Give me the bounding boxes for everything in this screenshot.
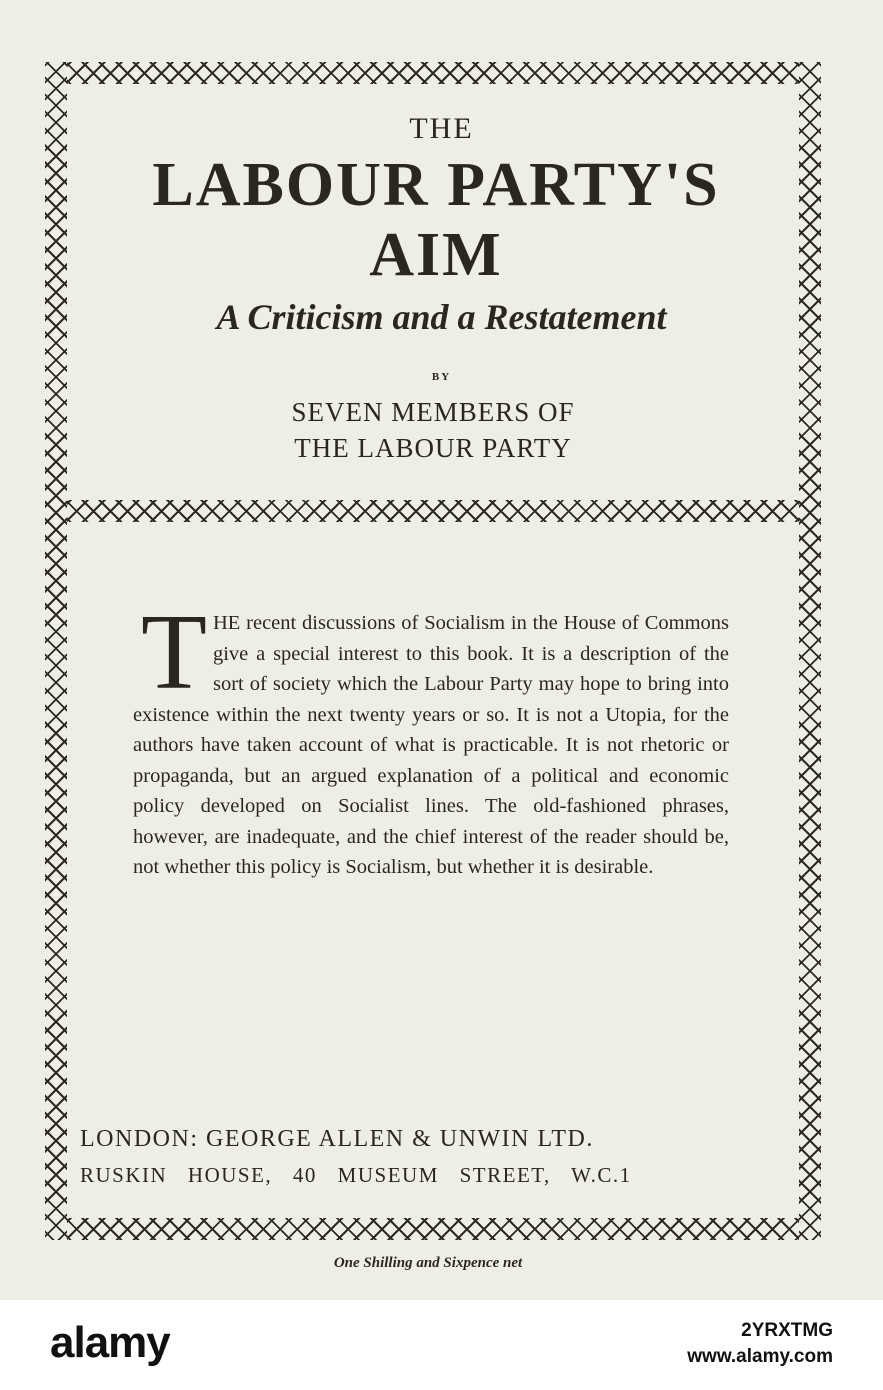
watermark-url: www.alamy.com <box>687 1346 833 1367</box>
left-border-ornament <box>45 62 67 1240</box>
book-subtitle: A Criticism and a Restatement <box>216 297 667 337</box>
book-title-line2: AIM <box>369 221 503 289</box>
authors <box>0 394 866 466</box>
middle-border-ornament <box>45 500 821 522</box>
price-note: One Shilling and Sixpence net <box>333 1255 523 1271</box>
publisher-line2: RUSKIN HOUSE, 40 MUSEUM STREET, W.C.1 <box>80 1163 632 1187</box>
publisher-imprint <box>80 1121 780 1193</box>
title-the: THE <box>409 112 474 145</box>
book-title-line1: LABOUR PARTY'S <box>152 151 720 219</box>
blurb-paragraph <box>133 593 729 883</box>
authors-line2: THE LABOUR PARTY <box>294 433 572 463</box>
authors-line1: SEVEN MEMBERS OF <box>291 397 575 427</box>
right-border-ornament <box>799 62 821 1240</box>
publisher-line1: LONDON: GEORGE ALLEN & UNWIN LTD. <box>80 1126 594 1152</box>
bottom-border-ornament <box>45 1218 821 1240</box>
drop-cap: T <box>141 593 207 712</box>
blurb-text: HE recent discussions of Socialism in the House of Commons give a special interest to this book. It is a description of the sort of society which the Labour Party may hope to bring into existence within the next twenty years or so. It is not a Utopia, for the authors have taken account of what is practicable. It is not rhetoric or propaganda, but an argued explanation of a political and economic policy developed on Socialist lines. The old-fashioned phrases, however, are inadequate, and the chief interest of the reader should be, not whether this policy is Socialism, but whether it is desirable. <box>133 612 729 878</box>
book-title <box>80 150 792 290</box>
watermark-logo: alamy <box>50 1318 170 1367</box>
watermark-image-id: 2YRXTMG <box>741 1320 833 1341</box>
top-border-ornament <box>45 62 821 84</box>
by-label: BY <box>431 371 452 383</box>
